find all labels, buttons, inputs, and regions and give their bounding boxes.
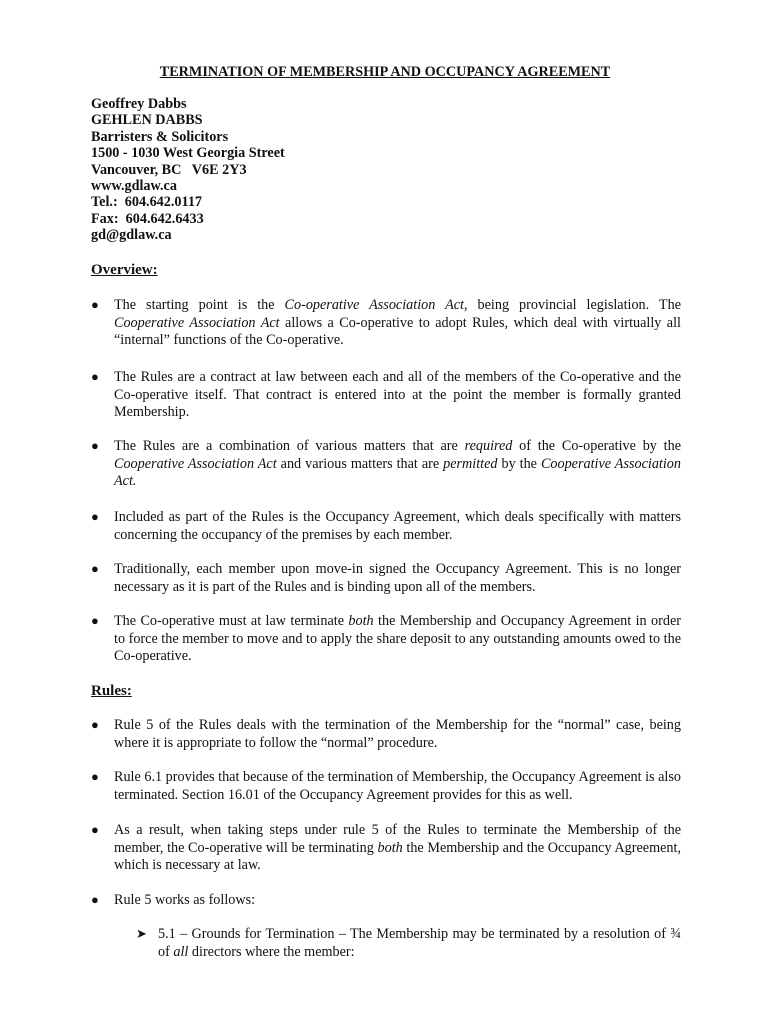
bullet-icon: ● <box>91 509 99 524</box>
document-title: TERMINATION OF MEMBERSHIP AND OCCUPANCY AGREEMENT <box>159 64 611 80</box>
bullet-icon: ● <box>91 613 99 628</box>
bullet-icon: ● <box>91 369 99 384</box>
email-link[interactable]: gd@gdlaw.ca <box>91 227 172 244</box>
list-item-text: The Co-operative must at law terminate both the Membership and Occupancy Agreement in order to force the member to move and to apply the share deposit to any outstanding amounts owed to the Co-operative. <box>114 613 681 664</box>
bullet-icon: ● <box>91 822 99 837</box>
list-item-text: The Rules are a contract at law between each and all of the members of the Co-operative and the Co-operative itself. That contract is entered into at the point the member is formally granted Membership. <box>114 369 681 420</box>
list-item <box>91 369 681 422</box>
rules-heading: Rules: <box>91 683 132 699</box>
bullet-icon: ● <box>91 769 99 784</box>
fax-line: Fax: 604.642.6433 <box>91 210 204 227</box>
address-line: Geoffrey Dabbs <box>91 96 187 112</box>
sub-list-item <box>136 926 681 961</box>
overview-heading: Overview: <box>91 262 158 278</box>
phone-line: Tel.: 604.642.0117 <box>91 194 203 211</box>
website-link[interactable]: www.gdlaw.ca <box>91 178 177 195</box>
address-line: Vancouver, BC V6E 2Y3 <box>91 161 247 178</box>
bullet-icon: ● <box>91 297 99 312</box>
bullet-icon: ● <box>91 561 99 576</box>
address-line: 1500 - 1030 West Georgia Street <box>91 145 285 162</box>
list-item-text: The starting point is the Co-operative Association Act, being provincial legislation. The Cooperative Association Act allows a Co-operative to adopt Rules, which deal with virtually all “internal” functions of the Co-operative. <box>114 297 681 348</box>
list-item-text: The Rules are a combination of various matters that are required of the Co-operative by the Cooperative Association Act and various matters that are permitted by the Cooperative Association Act. <box>114 438 682 489</box>
sub-list-item-text: 5.1 – Grounds for Termination – The Membership may be terminated by a resolution of ¾ of all directors where the member: <box>158 926 681 960</box>
address-block <box>91 96 285 244</box>
list-item-text: Rule 5 of the Rules deals with the termination of the Membership for the “normal” case, being where it is appropriate to follow the “normal” procedure. <box>114 717 681 751</box>
list-item <box>91 561 681 596</box>
list-item <box>91 717 681 752</box>
address-line: Barristers & Solicitors <box>91 128 229 145</box>
list-item <box>91 822 681 875</box>
list-item-text: Included as part of the Rules is the Occupancy Agreement, which deals specifically with matters concerning the occupancy of the premises by each member. <box>114 509 681 543</box>
list-item <box>91 509 681 544</box>
list-item-text: Traditionally, each member upon move-in signed the Occupancy Agreement. This is no longer necessary as it is part of the Rules and is binding upon all of the members. <box>114 561 681 595</box>
list-item <box>91 613 681 666</box>
bullet-icon: ● <box>91 438 99 453</box>
list-item <box>91 438 681 491</box>
bullet-icon: ● <box>91 717 99 732</box>
list-item <box>91 769 681 804</box>
list-item <box>91 892 681 910</box>
address-line: GEHLEN DABBS <box>91 112 203 129</box>
list-item-text: Rule 6.1 provides that because of the termination of Membership, the Occupancy Agreement is also terminated. Section 16.01 of the Occupancy Agreement provides for this as well. <box>114 769 681 803</box>
list-item <box>91 297 681 350</box>
bullet-icon: ● <box>91 892 99 907</box>
list-item-text: As a result, when taking steps under rule 5 of the Rules to terminate the Membership of the member, the Co-operative will be terminating both the Membership and the Occupancy Agreement, which is necessary at law. <box>114 822 681 873</box>
list-item-text: Rule 5 works as follows: <box>114 892 256 908</box>
arrow-bullet-icon: ➤ <box>136 926 147 941</box>
